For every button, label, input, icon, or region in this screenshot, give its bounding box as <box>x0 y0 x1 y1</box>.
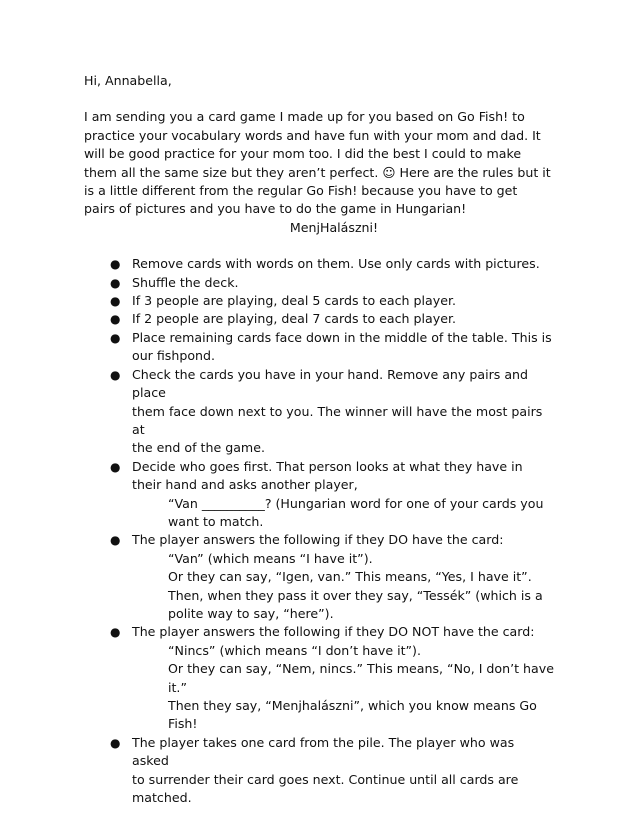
rule-sub-line: Or they can say, “Nem, nincs.” This means, “No, I don’t have <box>168 661 554 677</box>
intro-line: them all the same size but they aren’t perfect. ☺ Here are the rules but it <box>84 164 551 180</box>
intro-line: I am sending you a card game I made up for you based on Go Fish! to <box>84 109 525 125</box>
rule-line: matched. <box>132 790 192 806</box>
rule-sub-line: Or they can say, “Igen, van.” This means, “Yes, I have it”. <box>168 569 532 585</box>
intro-line: will be good practice for your mom too. I did the best I could to make <box>84 146 522 162</box>
rule-line: Remove cards with words on them. Use only cards with pictures. <box>132 256 540 272</box>
intro-line: pairs of pictures and you have to do the game in Hungarian! <box>84 201 467 217</box>
rule-line: Shuffle the deck. <box>132 274 239 290</box>
rule-sub-line: Fish! <box>168 716 198 732</box>
rule-line: The player answers the following if they DO have the card: <box>132 532 504 548</box>
bullet-icon: ● <box>110 625 121 640</box>
intro-paragraph <box>84 108 554 218</box>
bullet-icon: ● <box>110 533 121 548</box>
rule-line: them face down next to you. The winner will have the most pairs at <box>132 403 543 437</box>
rule-sub-line: “Van” (which means “I have it”). <box>168 550 373 566</box>
rule-line: Place remaining cards face down in the middle of the table. This is <box>132 329 552 345</box>
rule-line: Check the cards you have in your hand. Remove any pairs and place <box>132 366 529 401</box>
rule-item <box>84 531 554 623</box>
rule-line: The player takes one card from the pile. The player who was asked <box>132 734 515 769</box>
rule-line: If 2 people are playing, deal 7 cards to each player. <box>132 311 456 327</box>
rule-line: the end of the game. <box>132 440 265 456</box>
rule-item <box>84 274 554 292</box>
intro-line: practice your vocabulary words and have fun with your mom and dad. It <box>84 127 541 143</box>
bullet-icon: ● <box>110 367 121 382</box>
rule-item <box>84 310 554 328</box>
bullet-icon: ● <box>110 257 121 272</box>
bullet-icon: ● <box>110 294 121 309</box>
rule-item <box>84 255 554 273</box>
rule-item <box>84 623 554 733</box>
intro-line: is a little different from the regular Go Fish! because you have to get <box>84 183 518 199</box>
rule-item <box>84 329 554 366</box>
rule-sub-line: want to match. <box>168 513 264 529</box>
game-name: MenjHalászni! <box>289 219 379 235</box>
letter-page <box>84 72 554 807</box>
rule-sub-line: Then they say, “Menjhalászni”, which you know means Go <box>168 698 537 713</box>
rules-list <box>84 255 554 807</box>
rule-item <box>84 734 554 808</box>
rule-line: their hand and asks another player, <box>132 477 358 493</box>
bullet-icon: ● <box>110 330 121 345</box>
rule-item <box>84 366 554 458</box>
bullet-icon: ● <box>110 275 121 290</box>
greeting: Hi, Annabella, <box>84 73 172 88</box>
bullet-icon: ● <box>110 312 121 327</box>
rule-sub-line: “Nincs” (which means “I don’t have it”). <box>168 642 421 658</box>
rule-item <box>84 458 554 532</box>
rule-sub-line: it.” <box>168 679 187 695</box>
rule-line: The player answers the following if they DO NOT have the card: <box>132 624 535 640</box>
rule-line: our fishpond. <box>132 348 216 364</box>
rule-sub-line: “Van __________? (Hungarian word for one of your cards you <box>168 495 544 511</box>
rule-sub-line: Then, when they pass it over they say, “Tessék” (which is a <box>168 587 543 603</box>
rule-item <box>84 292 554 310</box>
rule-sub-line: polite way to say, “here”). <box>168 605 334 621</box>
bullet-icon: ● <box>110 735 121 750</box>
bullet-icon: ● <box>110 459 121 474</box>
rule-line: If 3 people are playing, deal 5 cards to each player. <box>132 293 456 309</box>
rule-line: Decide who goes first. That person looks at what they have in <box>132 458 523 474</box>
rule-line: to surrender their card goes next. Continue until all cards are <box>132 771 519 787</box>
